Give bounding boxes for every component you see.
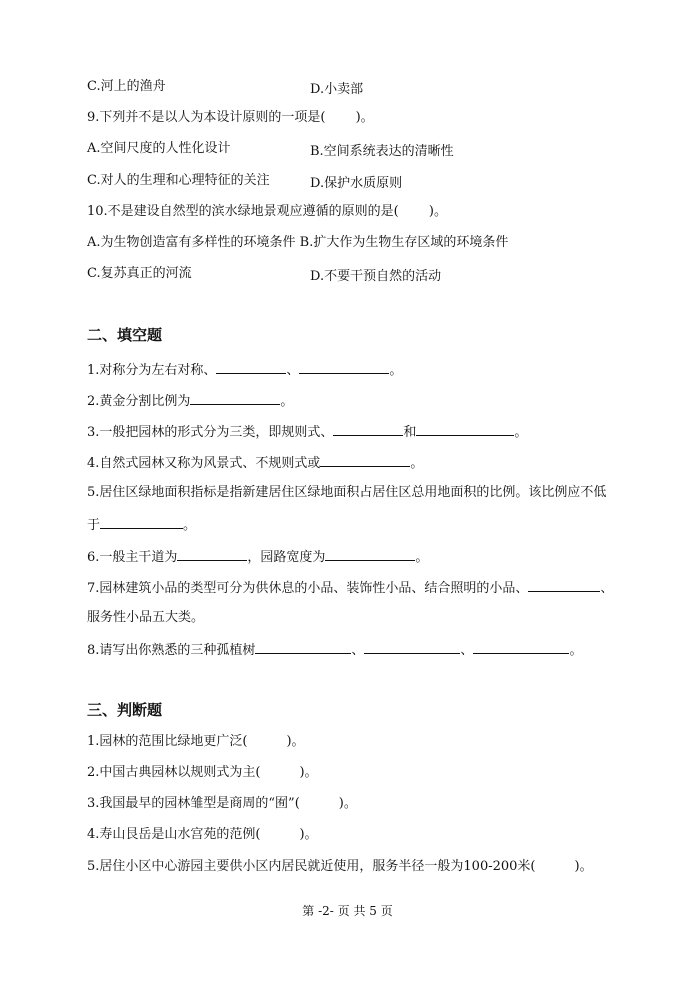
text: 、 [286, 363, 300, 378]
text: 。 [569, 643, 583, 658]
blank [473, 640, 569, 654]
option-c: C.对人的生理和心理特征的关注 [87, 173, 270, 188]
blank [255, 640, 351, 654]
options-ab: A.为生物创造富有多样性的环境条件 B.扩大作为生物生存区域的环境条件 [87, 235, 509, 250]
judge-question-3: 3.我国最早的园林雏型是商周的“囿”( )。 [87, 796, 357, 811]
judge-question-2: 2.中国古典园林以规则式为主( )。 [87, 765, 318, 780]
section-heading-fill: 二、填空题 [87, 326, 163, 344]
fill-question-8 [87, 640, 582, 660]
fill-question-1 [87, 360, 402, 380]
text: 8.请写出你熟悉的三种孤植树 [87, 643, 256, 658]
judge-question-4: 4.寿山艮岳是山水宫苑的范例( )。 [87, 827, 318, 842]
blank [364, 640, 460, 654]
text: 、 [351, 643, 365, 658]
text: 6.一般主干道为 [87, 550, 178, 565]
fill-question-5: 5.居住区绿地面积指标是指新建居住区绿地面积占居住区总用地面积的比例。该比例应不低 [87, 485, 607, 500]
section-heading-judge: 三、判断题 [87, 701, 163, 719]
option-a: A.空间尺度的人性化设计 [87, 141, 231, 156]
blank [190, 391, 280, 405]
text: 。 [415, 550, 429, 565]
question-10: 10.不是建设自然型的滨水绿地景观应遵循的原则的是( )。 [87, 204, 447, 219]
text: 。 [514, 425, 528, 440]
fill-question-6 [87, 547, 428, 567]
text: 4.自然式园林又称为风景式、不规则式或 [87, 456, 321, 471]
option-c: C.复苏真正的河流 [87, 266, 192, 281]
option-d: D.小卖部 [310, 82, 364, 97]
fill-question-7-cont: 服务性小品五大类。 [87, 610, 205, 625]
fill-question-7 [87, 578, 613, 598]
blank [177, 547, 247, 561]
text: 。 [183, 518, 197, 533]
option-d: D.不要干预自然的活动 [310, 269, 442, 284]
fill-question-5-cont [87, 515, 196, 535]
text: 2.黄金分割比例为 [87, 394, 191, 409]
blank [216, 360, 286, 374]
text: 1.对称分为左右对称、 [87, 363, 217, 378]
text: 。 [280, 394, 294, 409]
blank [333, 422, 403, 436]
page-footer: 第 -2- 页 共 5 页 [302, 904, 393, 918]
text: 7.园林建筑小品的类型可分为供休息的小品、装饰性小品、结合照明的小品、 [87, 581, 529, 596]
option-line [87, 78, 166, 96]
text: 于 [87, 518, 101, 533]
blank [416, 422, 514, 436]
blank [299, 360, 389, 374]
text: 3.一般把园林的形式分为三类，即规则式、 [87, 425, 334, 440]
question-9: 9.下列并不是以人为本设计原则的一项是( )。 [87, 110, 374, 125]
fill-question-2 [87, 391, 293, 411]
text: 。 [389, 363, 403, 378]
blank [325, 547, 415, 561]
blank [100, 515, 183, 529]
judge-question-1: 1.园林的范围比绿地更广泛( )。 [87, 734, 305, 749]
fill-question-4 [87, 453, 423, 473]
text: 和 [403, 425, 417, 440]
blank [320, 453, 410, 467]
text: ，园路宽度为 [247, 550, 326, 565]
text: 。 [410, 456, 424, 471]
blank [528, 578, 600, 592]
judge-question-5: 5.居住小区中心游园主要供小区内居民就近使用，服务半径一般为100-200米( )。 [87, 859, 593, 874]
text: 、 [460, 643, 474, 658]
option-c: C.河上的渔舟 [87, 79, 166, 94]
fill-question-3 [87, 422, 527, 442]
option-b: B.空间系统表达的清晰性 [310, 144, 454, 159]
option-d: D.保护水质原则 [310, 176, 403, 191]
text: 、 [600, 581, 614, 596]
